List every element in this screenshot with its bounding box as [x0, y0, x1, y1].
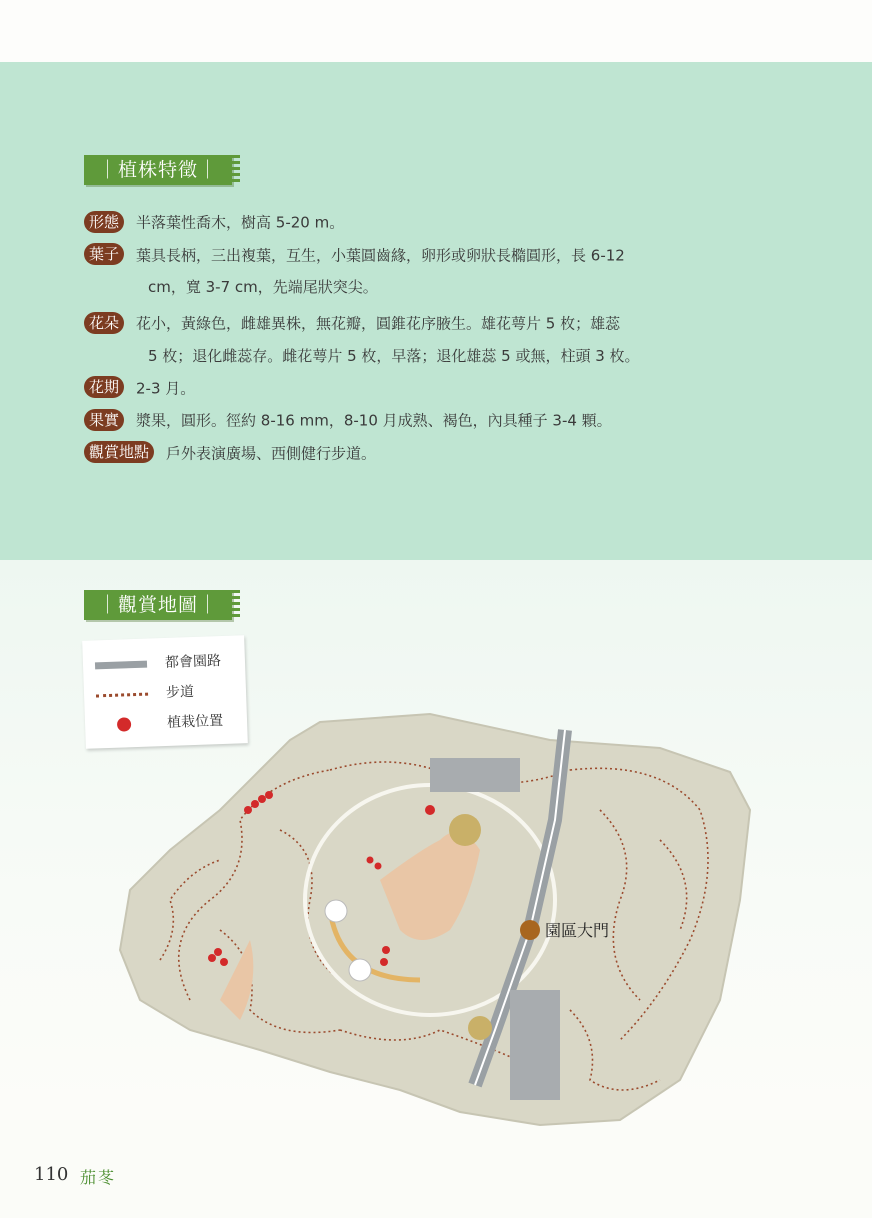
plant-features-heading: ｜植株特徵｜ [84, 155, 232, 185]
landmark-circle [468, 1016, 492, 1040]
trait-label: 果實 [84, 409, 124, 431]
trait-leaves [84, 239, 764, 304]
main-gate-marker [520, 920, 540, 940]
trait-list [84, 206, 764, 469]
trait-viewing-location [84, 437, 764, 470]
park-map [100, 700, 780, 1140]
legend-label: 步道 [165, 683, 195, 701]
trait-label: 花期 [84, 376, 124, 398]
plant-dot [265, 791, 273, 799]
legend-plant-location [97, 710, 224, 734]
building [430, 758, 520, 792]
trail-swatch [96, 692, 148, 697]
white-circle [325, 900, 347, 922]
page-top-margin [0, 0, 872, 62]
trait-flowering-season [84, 372, 764, 405]
viewing-map-heading: ｜觀賞地圖｜ [84, 590, 232, 620]
trait-text: 半落葉性喬木，樹高 5-20 m。 [136, 213, 345, 232]
legend-trail [96, 681, 195, 704]
trait-text: 2-3 月。 [136, 379, 196, 397]
plant-dot [382, 946, 390, 954]
map-legend [82, 635, 248, 749]
plant-dot [251, 800, 259, 808]
plant-dot [380, 958, 388, 966]
trait-flowers [84, 307, 764, 372]
building [510, 990, 560, 1100]
page-number: 110 [34, 1164, 69, 1185]
plant-dot [375, 863, 382, 870]
plant-dot [258, 795, 266, 803]
plant-dot [214, 948, 222, 956]
legend-label: 都會園路 [164, 653, 222, 671]
trait-text-continued: cm，寬 3-7 cm，先端尾狀突尖。 [148, 278, 378, 296]
trait-text: 花小，黃綠色，雌雄異株，無花瓣，圓錐花序腋生。雄花萼片 5 枚；雄蕊 [136, 314, 621, 333]
plant-dot [220, 958, 228, 966]
trait-label: 形態 [84, 211, 124, 233]
trait-label: 花朵 [84, 312, 124, 334]
trait-text: 葉具長柄，三出複葉，互生，小葉圓齒緣，卵形或卵狀長橢圓形，長 6-12 [136, 246, 625, 264]
legend-label: 植栽位置 [166, 712, 224, 731]
running-title: 茄苳 [80, 1168, 117, 1187]
trait-text: 漿果，圓形。徑約 8-16 mm，8-10 月成熟、褐色，內具種子 3-4 顆。 [136, 411, 612, 430]
plant-dot-swatch [117, 717, 131, 731]
road-swatch [95, 660, 147, 669]
trait-label: 觀賞地點 [84, 441, 154, 463]
white-circle [349, 959, 371, 981]
plant-dot [244, 806, 252, 814]
plant-dot [425, 805, 435, 815]
trait-text: 戶外表演廣場、西側健行步道。 [166, 444, 377, 462]
trait-text-continued: 5 枚；退化雌蕊存。雌花萼片 5 枚，早落；退化雄蕊 5 或無，柱頭 3 枚。 [148, 346, 640, 365]
trait-label: 葉子 [84, 243, 124, 265]
trait-form [84, 206, 764, 239]
plant-dot [208, 954, 216, 962]
plant-dot [367, 857, 374, 864]
main-gate-label: 園區大門 [545, 921, 610, 940]
legend-urban-road [95, 650, 222, 674]
landmark-circle [449, 814, 481, 846]
trait-fruit [84, 404, 764, 437]
